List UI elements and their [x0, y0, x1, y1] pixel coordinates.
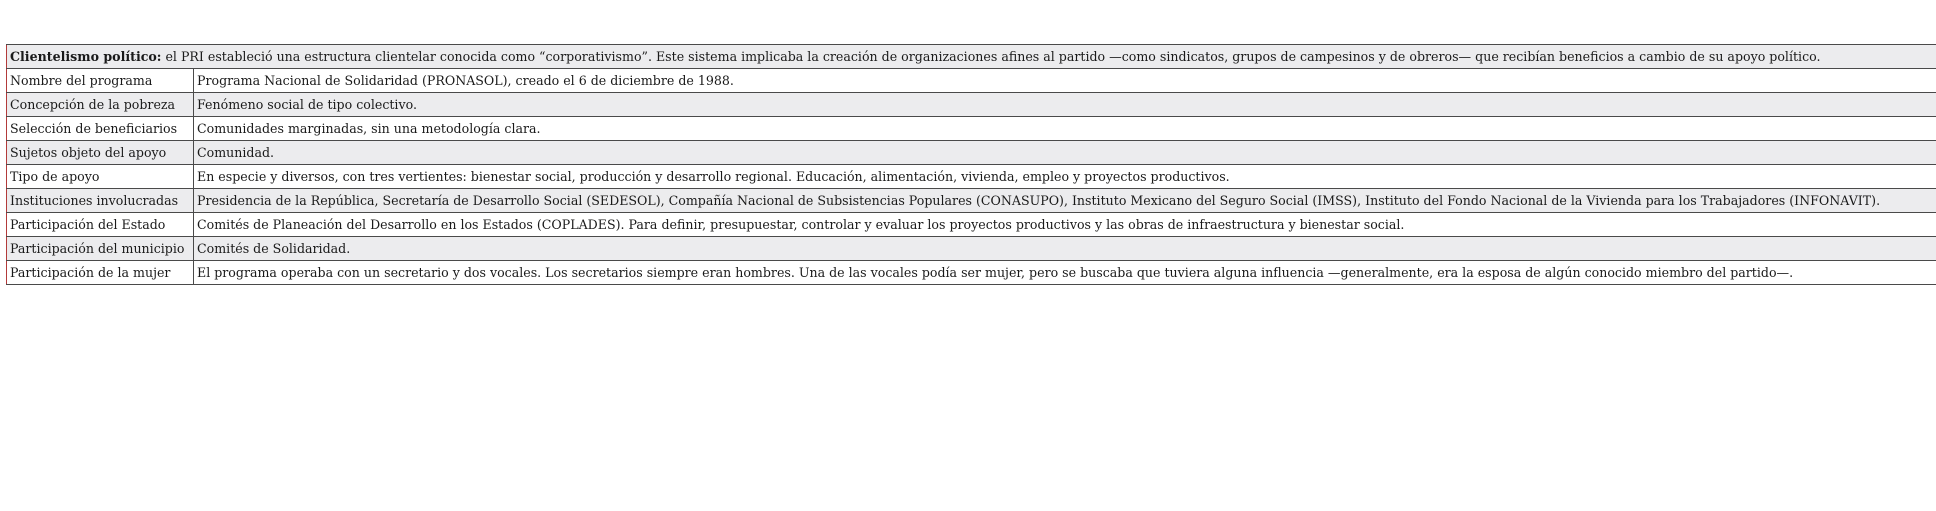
row-value: En especie y diversos, con tres vertientes: bienestar social, producción y desarrollo regional. Educación, alimentación, vivienda, empleo y proyectos productivos. [194, 165, 1936, 189]
row-label: Participación de la mujer [7, 261, 194, 285]
row-value: El programa operaba con un secretario y dos vocales. Los secretarios siempre eran hombres. Una de las vocales podía ser mujer, pero se buscaba que tuviera alguna influencia —generalmente, era la esposa de algún conocido miembro del partido—. [194, 261, 1936, 285]
row-value: Comités de Planeación del Desarrollo en los Estados (COPLADES). Para definir, presupuestar, controlar y evaluar los proyectos productivos y las obras de infraestructura y bienestar social. [194, 213, 1936, 237]
table-row [7, 93, 1936, 117]
row-label: Sujetos objeto del apoyo [7, 141, 194, 165]
intro-text: el PRI estableció una estructura clientelar conocida como “corporativismo”. Este sistema implicaba la creación de organizaciones afines al partido —como sindicatos, grupos de campesinos y de obreros— que recibían beneficios a cambio de su apoyo político. [161, 49, 1821, 64]
intro-label: Clientelismo político: [10, 49, 162, 64]
row-label: Nombre del programa [7, 69, 194, 93]
table-row [7, 261, 1936, 285]
table-row [7, 117, 1936, 141]
table-row [7, 141, 1936, 165]
row-label: Instituciones involucradas [7, 189, 194, 213]
intro-cell [7, 45, 1936, 69]
table-row [7, 237, 1936, 261]
table-row [7, 189, 1936, 213]
table-row [7, 213, 1936, 237]
row-value: Presidencia de la República, Secretaría de Desarrollo Social (SEDESOL), Compañía Nacional de Subsistencias Populares (CONASUPO), Instituto Mexicano del Seguro Social (IMSS), Instituto del Fondo Nacional de la Vivienda para los Trabajadores (INFONAVIT). [194, 189, 1936, 213]
row-label: Tipo de apoyo [7, 165, 194, 189]
row-value: Comunidad. [194, 141, 1936, 165]
row-value: Comités de Solidaridad. [194, 237, 1936, 261]
row-label: Participación del Estado [7, 213, 194, 237]
table-row [7, 69, 1936, 93]
row-label: Selección de beneficiarios [7, 117, 194, 141]
row-value: Programa Nacional de Solidaridad (PRONASOL), creado el 6 de diciembre de 1988. [194, 69, 1936, 93]
row-label: Concepción de la pobreza [7, 93, 194, 117]
intro-row [7, 45, 1936, 69]
program-table [6, 44, 1936, 285]
row-value: Comunidades marginadas, sin una metodología clara. [194, 117, 1936, 141]
row-value: Fenómeno social de tipo colectivo. [194, 93, 1936, 117]
table-row [7, 165, 1936, 189]
row-label: Participación del municipio [7, 237, 194, 261]
